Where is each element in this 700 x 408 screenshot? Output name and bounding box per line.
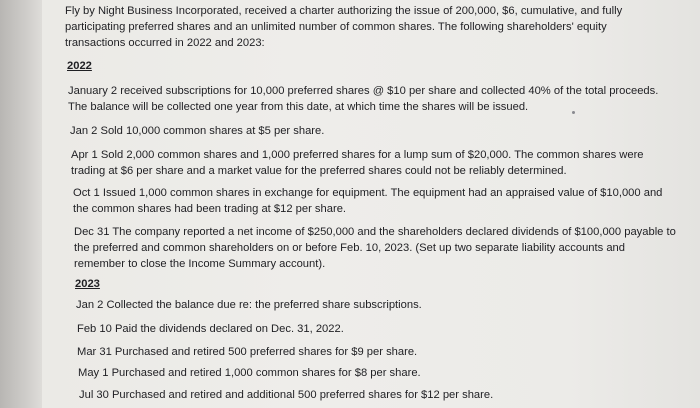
entry-2023-jul30: Jul 30 Purchased and retired and additional 500 preferred shares for $12 per share. — [79, 389, 494, 401]
page-edge-shadow — [0, 0, 44, 408]
year-heading-2022: 2022 — [67, 60, 92, 72]
entry-2023-mar31: Mar 31 Purchased and retired 500 preferred shares for $9 per share. — [77, 346, 418, 358]
entry-2023-may1: May 1 Purchased and retired 1,000 common shares for $8 per share. — [78, 367, 421, 379]
entry-2022-oct1-line-1: Oct 1 Issued 1,000 common shares in exchange for equipment. The equipment had an appraised value of $10,000 and — [73, 187, 663, 199]
entry-2022-jan2-common-sale: Jan 2 Sold 10,000 common shares at $5 per share. — [70, 125, 325, 137]
entry-2022-dec31-line-1: Dec 31 The company reported a net income of $250,000 and the shareholders declared dividends of $100,000 payable to — [74, 226, 676, 238]
year-heading-2023: 2023 — [75, 278, 100, 290]
entry-2022-jan2-subscriptions-line-1: January 2 received subscriptions for 10,000 preferred shares @ $10 per share and collected 40% of the total proceeds. — [68, 85, 659, 97]
entry-2022-dec31-line-2: the preferred and common shareholders on or before Feb. 10, 2023. (Set up two separate liability accounts and — [74, 242, 626, 254]
entry-2023-jan2: Jan 2 Collected the balance due re: the preferred share subscriptions. — [76, 299, 422, 311]
entry-2022-jan2-subscriptions-line-2: The balance will be collected one year from this date, at which time the shares will be issued. — [68, 101, 529, 113]
entry-2022-apr1-line-1: Apr 1 Sold 2,000 common shares and 1,000 preferred shares for a lump sum of $20,000. The common shares were — [71, 149, 644, 161]
paper-speck — [572, 111, 575, 114]
intro-line-1: Fly by Night Business Incorporated, received a charter authorizing the issue of 200,000, $6, cumulative, and fully — [65, 5, 623, 17]
entry-2022-apr1-line-2: trading at $6 per share and a market value for the preferred shares could not be reliably determined. — [71, 165, 567, 177]
entry-2022-oct1-line-2: the common shares had been trading at $12 per share. — [73, 203, 347, 215]
intro-line-3: transactions occurred in 2022 and 2023: — [65, 37, 265, 49]
intro-line-2: participating preferred shares and an unlimited number of common shares. The following shareholders' equity — [65, 21, 607, 33]
entry-2022-dec31-line-3: remember to close the Income Summary account). — [74, 258, 326, 270]
entry-2023-feb10: Feb 10 Paid the dividends declared on Dec. 31, 2022. — [77, 323, 344, 335]
